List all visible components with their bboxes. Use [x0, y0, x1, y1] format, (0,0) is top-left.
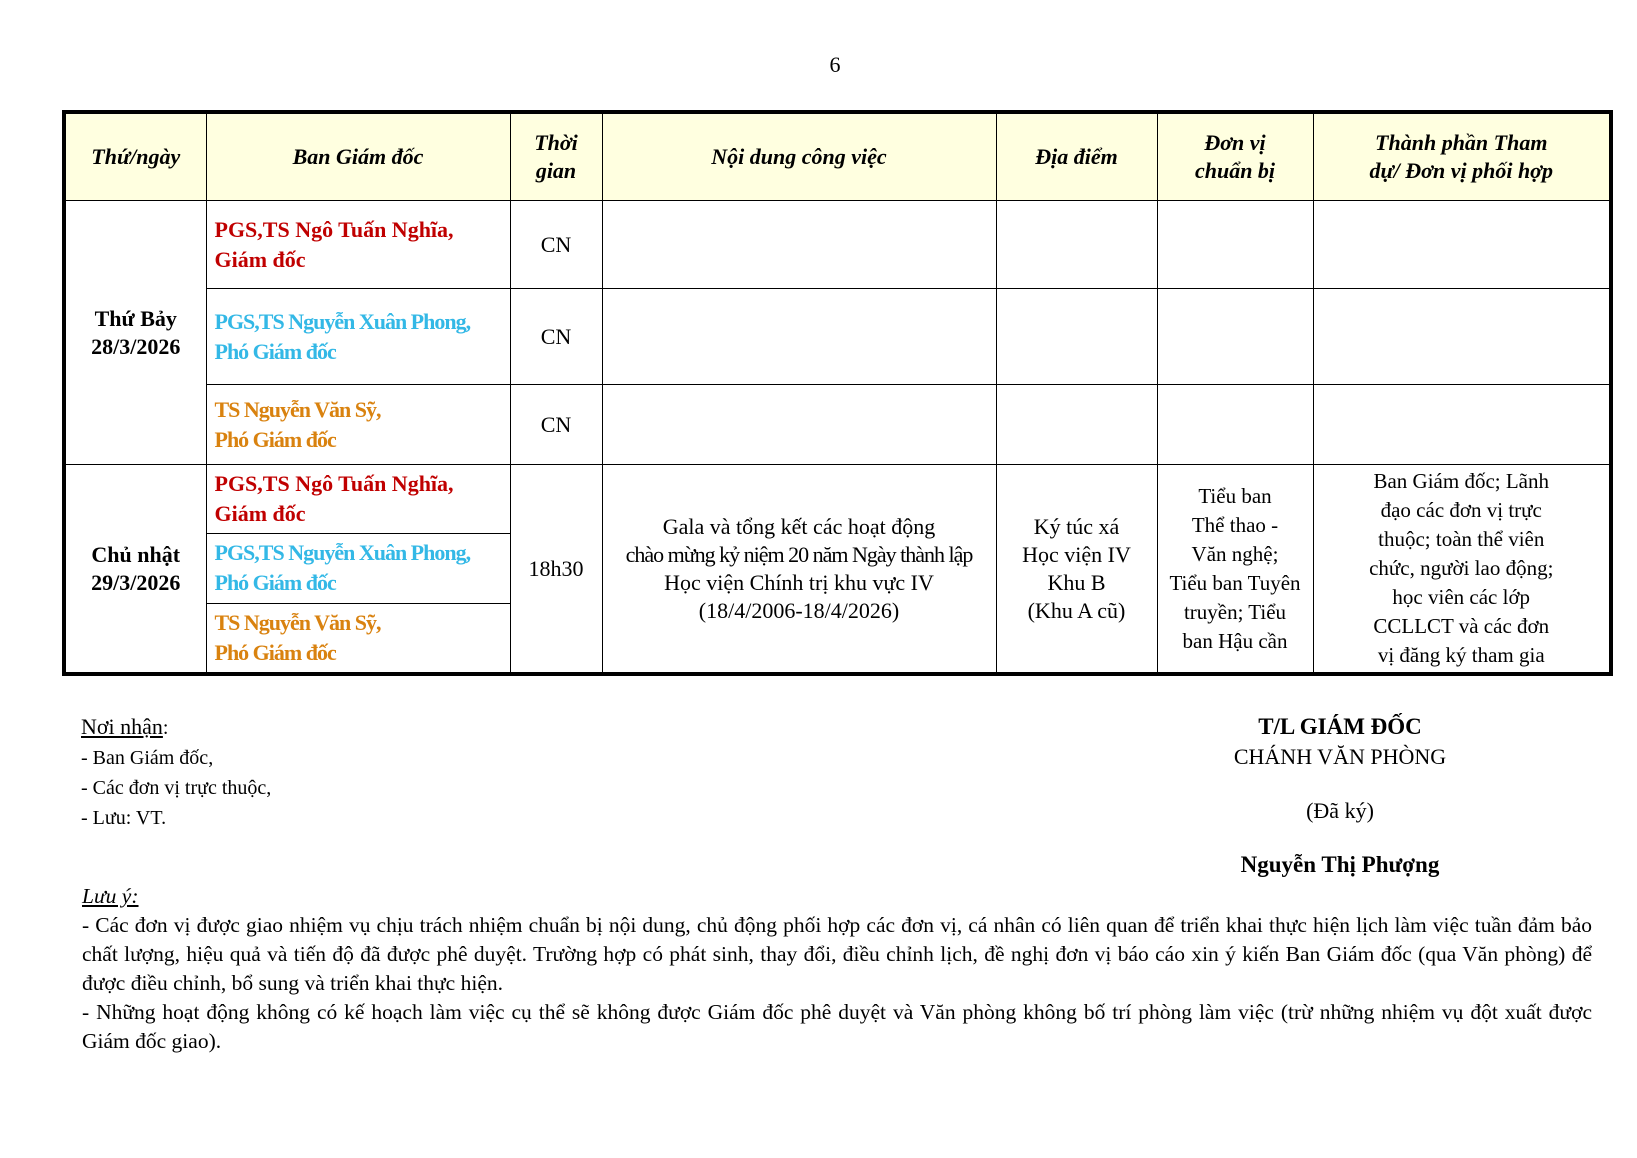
- participants-cell: [1313, 465, 1611, 675]
- schedule-table: [62, 110, 1613, 676]
- header-leaders: Ban Giám đốc: [206, 112, 510, 201]
- leader-cell: [206, 289, 510, 385]
- table-header-row: [64, 112, 1611, 201]
- participants-line: CCLLCT và các đơn: [1373, 614, 1550, 638]
- location-line: Khu B: [1047, 569, 1106, 595]
- signature-block: [1180, 712, 1500, 880]
- participants-line: chức, người lao động;: [1369, 556, 1554, 580]
- preparing-unit-cell: [1157, 201, 1313, 289]
- location-cell: [996, 465, 1157, 675]
- location-cell: [996, 201, 1157, 289]
- preparing-unit-line: ban Hậu cần: [1182, 628, 1288, 653]
- time-cell: 18h30: [510, 465, 602, 675]
- content-line: Học viện Chính trị khu vực IV: [664, 569, 934, 595]
- header-participants-text: Thành phần Tham dự/ Đơn vị phối hợp: [1369, 130, 1553, 183]
- table-row: [64, 201, 1611, 289]
- content-cell: [602, 385, 996, 465]
- day-date: 29/3/2026: [91, 569, 181, 595]
- time-cell: CN: [510, 201, 602, 289]
- recipient-item: - Các đơn vị trực thuộc,: [81, 777, 272, 799]
- content-cell: [602, 289, 996, 385]
- leader-cell: [206, 603, 510, 674]
- leader-title: Phó Giám đốc: [214, 338, 336, 364]
- content-line: (18/4/2006-18/4/2026): [698, 597, 900, 623]
- note-item: - Các đơn vị được giao nhiệm vụ chịu trách nhiệm chuẩn bị nội dung, chủ động phối hợp các đơn vị, cá nhân có liên quan để triển khai thực hiện lịch làm việc tuần đảm bảo chất lượng, hiệu quả và tiến độ đã được phê duyệt. Trường hợp có phát sinh, thay đổi, điều chỉnh lịch, đề nghị đơn vị báo cáo xin ý kiến Ban Giám đốc (qua Văn phòng) để được điều chỉnh, bổ sung và triển khai thực hiện.: [82, 913, 1592, 995]
- time-cell: CN: [510, 289, 602, 385]
- leader-title: Giám đốc: [214, 246, 306, 272]
- signature-office: CHÁNH VĂN PHÒNG: [1233, 744, 1447, 769]
- leader-name: PGS,TS Ngô Tuấn Nghĩa,: [214, 471, 454, 497]
- day-cell-sunday: [64, 465, 206, 675]
- preparing-unit-line: Tiểu ban: [1198, 483, 1272, 508]
- participants-line: học viên các lớp: [1392, 585, 1531, 609]
- participants-line: thuộc; toàn thể viên: [1378, 527, 1545, 551]
- leader-cell: [206, 465, 510, 534]
- note-item: - Những hoạt động không có kế hoạch làm việc cụ thể sẽ không được Giám đốc phê duyệt và Văn phòng không bố trí phòng làm việc (trừ những nhiệm vụ đột xuất được Giám đốc giao).: [82, 1000, 1592, 1053]
- recipients-colon: :: [162, 717, 169, 739]
- header-time-text: Thời gian: [534, 130, 578, 183]
- header-preparing-unit-text: Đơn vị chuẩn bị: [1194, 130, 1276, 183]
- leader-title: Phó Giám đốc: [214, 639, 336, 665]
- content-cell: [602, 201, 996, 289]
- leader-cell: [206, 201, 510, 289]
- participants-line: đạo các đơn vị trực: [1380, 498, 1542, 522]
- signature-title: T/L GIÁM ĐỐC: [1258, 714, 1422, 739]
- location-line: (Khu A cũ): [1027, 597, 1126, 623]
- header-participants: [1313, 112, 1611, 201]
- location-cell: [996, 385, 1157, 465]
- content-line: chào mừng kỷ niệm 20 năm Ngày thành lập: [625, 541, 973, 567]
- recipients-label: Nơi nhận: [81, 714, 163, 739]
- participants-line: Ban Giám đốc; Lãnh: [1373, 469, 1550, 493]
- day-name: Thứ Bảy: [94, 305, 177, 331]
- day-cell-saturday: [64, 201, 206, 465]
- recipient-item: - Lưu: VT.: [81, 807, 167, 829]
- content-line: Gala và tổng kết các hoạt động: [662, 513, 936, 539]
- leader-cell: [206, 385, 510, 465]
- table-row: [64, 385, 1611, 465]
- participants-line: vị đăng ký tham gia: [1377, 643, 1545, 667]
- table-row: [64, 465, 1611, 534]
- preparing-unit-cell: [1157, 465, 1313, 675]
- location-cell: [996, 289, 1157, 385]
- leader-name: TS Nguyễn Văn Sỹ,: [214, 609, 381, 635]
- leader-title: Phó Giám đốc: [214, 426, 336, 452]
- table-row: [64, 289, 1611, 385]
- location-line: Ký túc xá: [1033, 513, 1120, 539]
- location-line: Học viện IV: [1022, 541, 1131, 567]
- time-cell: CN: [510, 385, 602, 465]
- header-content: Nội dung công việc: [602, 112, 996, 201]
- notes-block: [82, 882, 1592, 1056]
- participants-cell: [1313, 201, 1611, 289]
- day-name: Chủ nhật: [91, 541, 181, 567]
- signer-name: Nguyễn Thị Phượng: [1240, 852, 1440, 877]
- leader-cell: [206, 534, 510, 603]
- day-date: 28/3/2026: [91, 333, 181, 359]
- notes-label: Lưu ý:: [82, 884, 139, 908]
- signature-signed: (Đã ký): [1306, 798, 1374, 823]
- preparing-unit-cell: [1157, 385, 1313, 465]
- recipient-item: - Ban Giám đốc,: [81, 747, 214, 769]
- recipients-heading: [81, 712, 271, 743]
- leader-name: PGS,TS Nguyễn Xuân Phong,: [214, 540, 471, 566]
- header-time: [510, 112, 602, 201]
- preparing-unit-line: Tiểu ban Tuyên: [1169, 570, 1301, 595]
- leader-name: PGS,TS Ngô Tuấn Nghĩa,: [214, 216, 454, 242]
- recipients-block: [81, 712, 271, 833]
- preparing-unit-cell: [1157, 289, 1313, 385]
- page-number: 6: [829, 52, 841, 77]
- content-cell: [602, 465, 996, 675]
- preparing-unit-line: truyền; Tiểu: [1183, 599, 1287, 624]
- header-day: Thứ/ngày: [64, 112, 206, 201]
- leader-title: Giám đốc: [214, 501, 306, 527]
- leader-name: PGS,TS Nguyễn Xuân Phong,: [214, 308, 471, 334]
- leader-name: TS Nguyễn Văn Sỹ,: [214, 396, 381, 422]
- participants-cell: [1313, 385, 1611, 465]
- preparing-unit-line: Thể thao -: [1191, 512, 1279, 537]
- header-location: Địa điểm: [996, 112, 1157, 201]
- leader-title: Phó Giám đốc: [214, 570, 336, 596]
- participants-cell: [1313, 289, 1611, 385]
- preparing-unit-line: Văn nghệ;: [1191, 541, 1279, 566]
- header-preparing-unit: [1157, 112, 1313, 201]
